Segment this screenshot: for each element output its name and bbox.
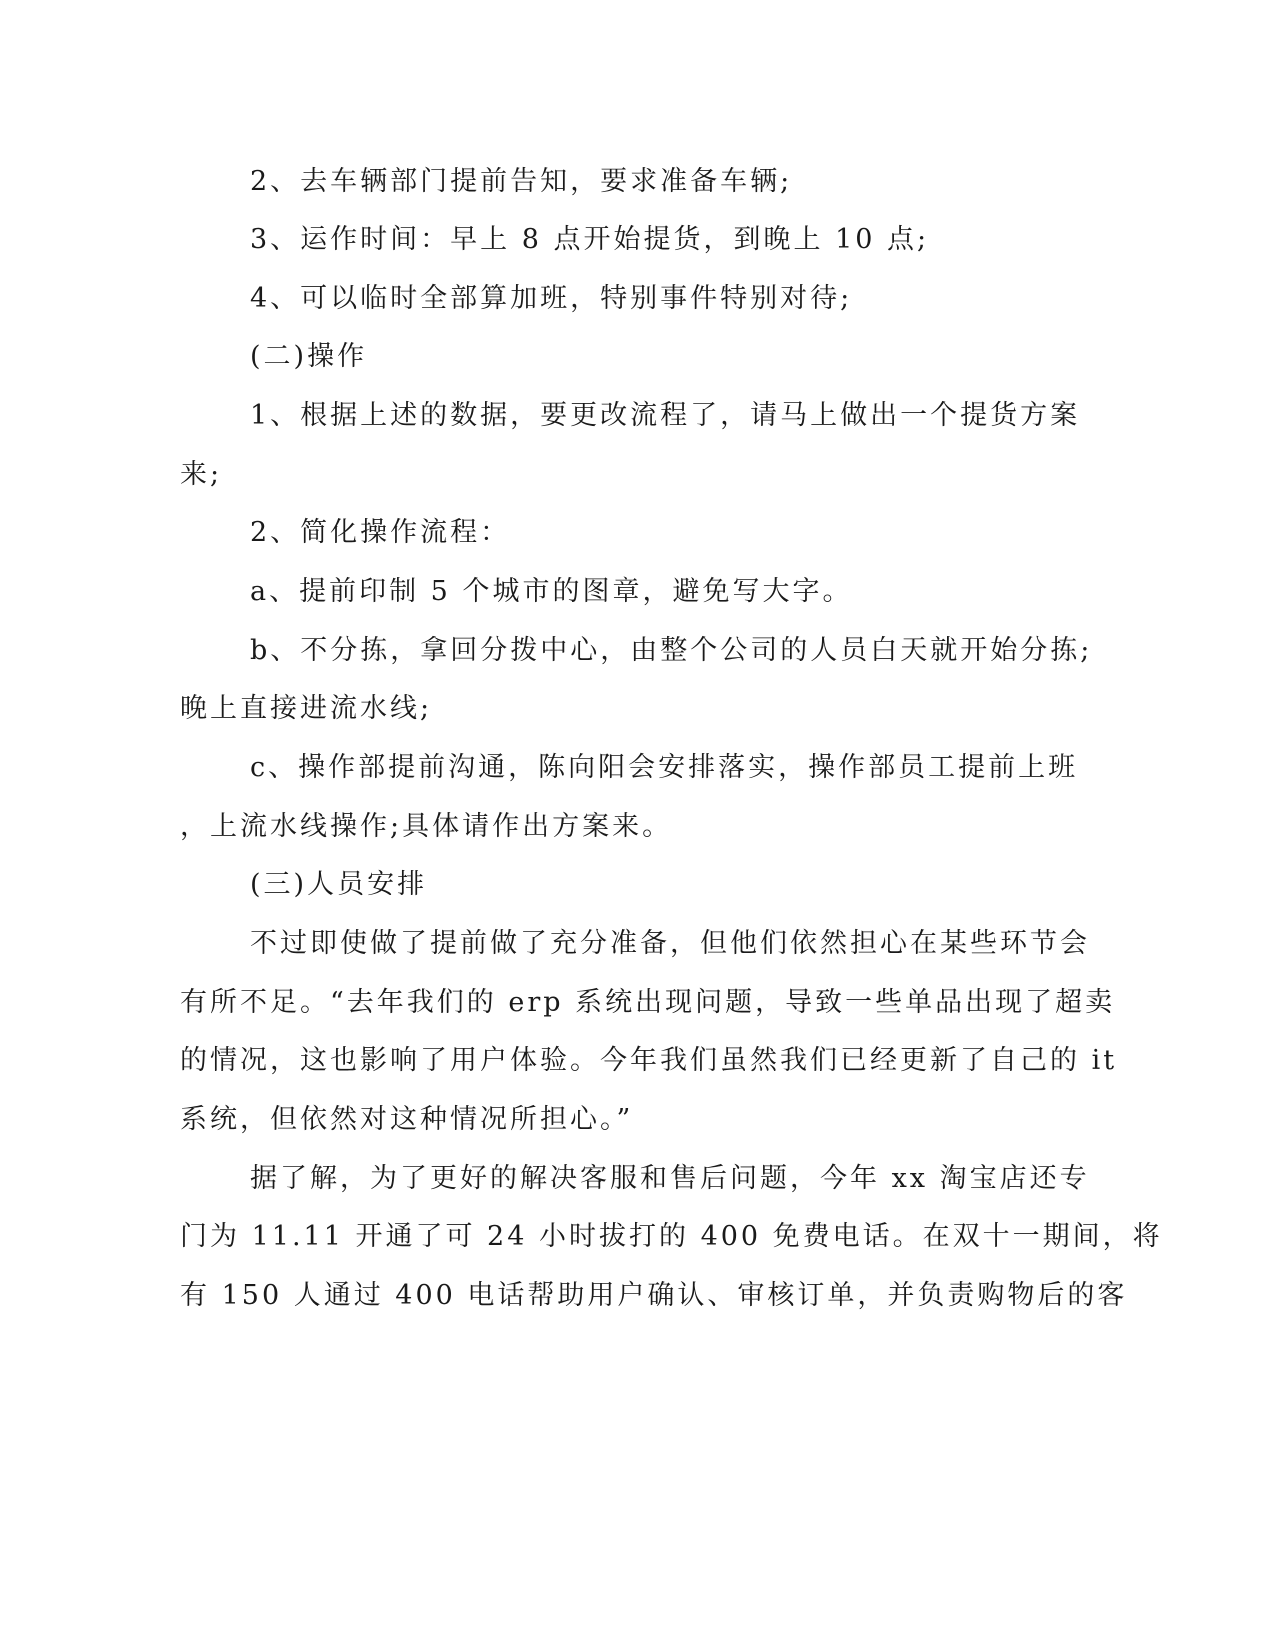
text-line-5: 1、根据上述的数据，要更改流程了，请马上做出一个提货方案 [250,400,1081,431]
text-line-19: 门为 11.11 开通了可 24 小时拔打的 400 免费电话。在双十一期间，将 [180,1221,1163,1252]
text-line-17: 系统，但依然对这种情况所担心。” [180,1104,634,1135]
text-line-14: 不过即使做了提前做了充分准备，但他们依然担心在某些环节会 [250,928,1090,959]
text-line-9: b、不分拣，拿回分拨中心，由整个公司的人员白天就开始分拣; [250,635,1093,666]
text-line-20: 有 150 人通过 400 电话帮助用户确认、审核订单，并负责购物后的客 [180,1280,1128,1311]
text-line-10: 晚上直接进流水线; [180,693,433,724]
section-heading-operation: (二)操作 [250,341,368,372]
text-line-16: 的情况，这也影响了用户体验。今年我们虽然我们已经更新了自己的 it [180,1045,1118,1076]
text-line-8: a、提前印制 5 个城市的图章，避免写大字。 [250,576,853,607]
text-line-6: 来; [180,459,223,490]
text-line-12: ，上流水线操作;具体请作出方案来。 [180,811,673,842]
text-line-18: 据了解，为了更好的解决客服和售后问题，今年 xx 淘宝店还专 [250,1163,1090,1194]
text-line-11: c、操作部提前沟通，陈向阳会安排落实，操作部员工提前上班 [250,752,1079,783]
text-line-7: 2、简化操作流程： [250,517,511,548]
text-line-2: 3、运作时间：早上 8 点开始提货，到晚上 10 点; [250,224,930,255]
text-line-3: 4、可以临时全部算加班，特别事件特别对待; [250,283,853,314]
text-line-15: 有所不足。“去年我们的 erp 系统出现问题，导致一些单品出现了超卖 [180,987,1116,1018]
section-heading-staffing: (三)人员安排 [250,869,428,900]
text-line-1: 2、去车辆部门提前告知，要求准备车辆; [250,166,793,197]
